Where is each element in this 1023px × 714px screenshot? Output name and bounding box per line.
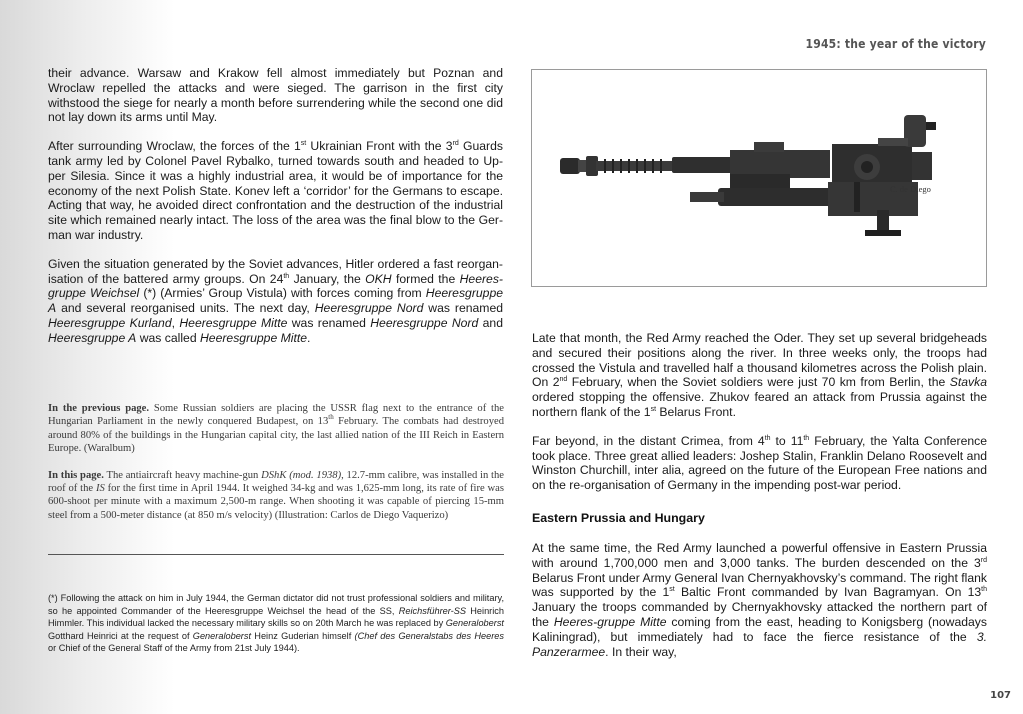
- caption-previous-page: In the previous page. Some Russian soldiers are placing the USSR flag next to the entrance of the Hungarian Parliament in the newly conquered Budapest, on 13th February. The combats had destroyed around 80% of the buildings in the Hungarian capital city, the last allied nation of the III Reich in Eastern Europe. (Waralbum): [48, 403, 504, 455]
- footnote: (*) Following the attack on him in July 1944, the German dictator did not trust professional soldiers and military, so he appointed Commander of the Heeresgruppe Weichsel the head of the SS, Reichsführer-SS Heinrich Himmler. This individual lacked the necessary military skills so on 20th March he was replaced by Generaloberst Gotthard Heinrici at the request of Generaloberst Heinz Guderian himself (Chef des Generalstabs des Heeres or Chief of the General Staff of the Army from 21st July 1944).: [48, 593, 504, 654]
- paragraph: After surrounding Wroclaw, the forces of the 1st Ukrainian Front with the 3rd Guards tank army led by Colonel Pavel Rybalko, turned towards south and headed to Up-per Silesia. Since it was a highly industrial area, it would be of importance for the economy of the next Polish State. Konev left a ‘corridor’ for the Germans to escape. Acting that way, he avoided direct confrontation and the destruction of the industrial site which remained nearly intact. The loss of the area was the final blow to the Ger-man war industry.: [48, 139, 503, 242]
- left-column: [48, 66, 503, 360]
- running-head: 1945: the year of the victory: [805, 37, 986, 51]
- caption-this-page: In this page. The antiaircraft heavy machine-gun DShK (mod. 1938), 12.7-mm calibre, was installed in the roof of the IS for the first time in April 1944. It weighed 34-kg and was 1,625-mm long, its rate of fire was 600-shoot per minute with a maximum 2,500-m range. When shooting it was capable of piercing 15-mm steel from a 500-meter distance (at 850 m/s velocity) (Illustration: Carlos de Diego Vaquerizo): [48, 469, 504, 521]
- photo-captions: [48, 402, 504, 535]
- machine-gun-illustration: [531, 69, 987, 287]
- machine-gun-drawing: [532, 70, 986, 286]
- page-number: 107: [990, 690, 1011, 701]
- paragraph: Given the situation generated by the Soviet advances, Hitler ordered a fast reorgan-isation of the battered army groups. On 24th January, the OKH formed the Heeres-gruppe Weichsel (*) (Armies’ Group Vistula) with forces coming from Heeresgruppe A and several reorganised units. The next day, Heeresgruppe Nord was renamed Heeresgruppe Kurland, Heeresgruppe Mitte was renamed Heeresgruppe Nord and Heeresgruppe A was called Heeresgruppe Mitte.: [48, 256, 504, 345]
- section-heading: Eastern Prussia and Hungary: [532, 510, 705, 525]
- footnote-divider: [48, 554, 504, 555]
- paragraph: Late that month, the Red Army reached the Oder. They set up several bridgeheads and secured their positions along the river. In three weeks only, the troops had crossed the Vistula and travelled half a thousand kilometres across the Polish plain. On 2nd February, when the Soviet soldiers were just 70 km from Berlin, the Stavka ordered stopping the offensive. Zhukov feared an attack from Prussia against the northern flank of the 1st Belarus Front.: [532, 331, 987, 419]
- right-column: [532, 331, 987, 673]
- paragraph: Far beyond, in the distant Crimea, from 4th to 11th February, the Yalta Conference took place. Three great allied leaders: Joshep Stalin, Franklin Delano Roosevelt and Winston Churchill, inter alia, agreed on the future of the European Free nations and on the re-organisation of Germany in the impending post-war period.: [532, 433, 987, 493]
- illustrator-credit: C. de Diego: [890, 184, 931, 194]
- paragraph: their advance. Warsaw and Krakow fell almost immediately but Poznan and Wroclaw repelled the attacks and were sieged. The garrison in the first city withstood the siege for nearly a month before surrendering while the second one did not lay down its arms until May.: [48, 66, 503, 125]
- paragraph: At the same time, the Red Army launched a powerful offensive in Eastern Prussia with around 1,700,000 men and 3,000 tanks. The burden descended on the 3rd Belarus Front under Army General Ivan Chernyakhovsky’s command. The right flank was supported by the 1st Baltic Front commanded by Ivan Bagramyan. On 13th January the troops commanded by Chernyakhovsky attacked the northern part of the Heeres-gruppe Mitte coming from the east, heading to Konigsberg (nowadays Kaliningrad), but immediately had to face the fierce resistance of the 3. Panzerarmee. In their way,: [532, 540, 987, 659]
